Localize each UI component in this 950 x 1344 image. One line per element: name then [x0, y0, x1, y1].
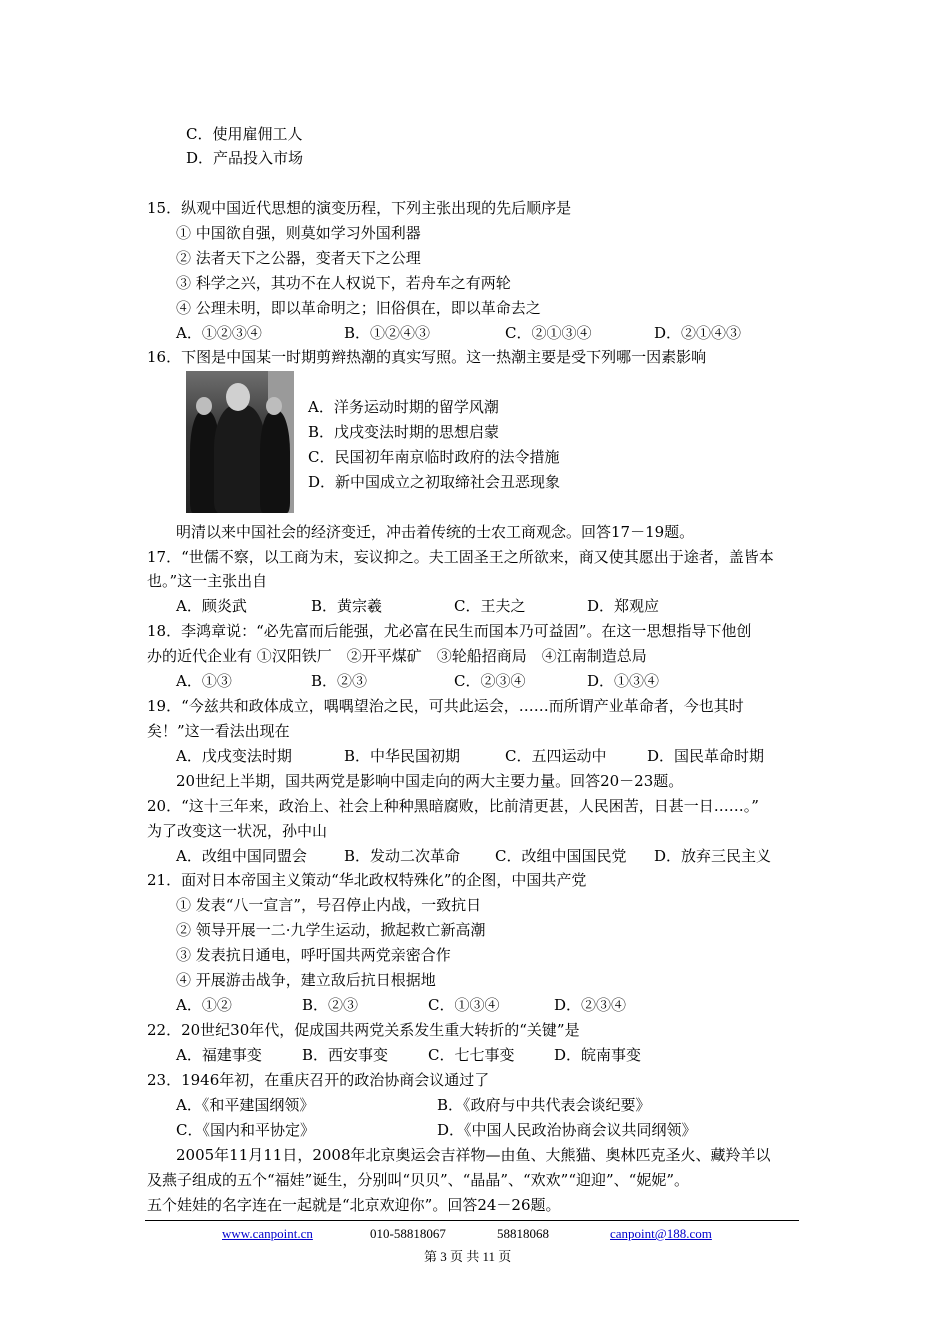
page-number: 第 3 页 共 11 页: [424, 1249, 512, 1264]
text-line: 明清以来中国社会的经济变迁，冲击着传统的士农工商观念。回答17－19题。: [176, 523, 695, 541]
text-line: ② 领导开展一二·九学生运动，掀起救亡新高潮: [176, 921, 486, 939]
answer-option: A．《和平建国纲领》: [176, 1096, 315, 1114]
answer-option: D．①③④: [587, 672, 660, 690]
text-line: 23．1946年初，在重庆召开的政治协商会议通过了: [147, 1071, 490, 1089]
answer-option: D．皖南事变: [554, 1046, 642, 1064]
text-line: 19．“今兹共和政体成立，喁喁望治之民，可共此运会，……而所谓产业革命者，今也其时: [147, 697, 744, 715]
text-line: 18．李鸿章说：“必先富而后能强，尤必富在民生而国本乃可益固”。在这一思想指导下他创: [147, 622, 752, 640]
answer-option: B．①②④③: [344, 324, 431, 342]
answer-option: C．五四运动中: [505, 747, 607, 765]
text-line: 也。”这一主张出自: [147, 572, 268, 590]
text-line: ③ 发表抗日通电，呼吁国共两党亲密合作: [176, 946, 451, 964]
answer-option: A．戊戌变法时期: [176, 747, 292, 765]
text-line: ② 法者天下之公器，变者天下之公理: [176, 249, 421, 267]
text-line: ④ 公理未明，即以革命明之；旧俗俱在，即以革命去之: [176, 299, 541, 317]
answer-option: B．西安事变: [302, 1046, 389, 1064]
text-line: 办的近代企业有 ①汉阳铁厂 ②开平煤矿 ③轮船招商局 ④江南制造总局: [147, 647, 647, 665]
answer-option: A．福建事变: [176, 1046, 262, 1064]
answer-option: A．①③: [176, 672, 232, 690]
answer-option: A．改组中国同盟会: [176, 847, 307, 865]
answer-option: D．②①④③: [654, 324, 742, 342]
queue-cutting-photo: [186, 371, 294, 513]
text-line: 21．面对日本帝国主义策动“华北政权特殊化”的企图，中国共产党: [147, 871, 587, 889]
answer-option: B．黄宗羲: [311, 597, 383, 615]
text-line: ① 发表“八一宣言”，号召停止内战，一致抗日: [176, 896, 482, 914]
answer-option: C．七七事变: [428, 1046, 515, 1064]
text-line: ③ 科学之兴，其功不在人权说下，若舟车之有两轮: [176, 274, 511, 292]
answer-option: A．顾炎武: [176, 597, 247, 615]
answer-option: B．②③: [302, 996, 359, 1014]
text-line: 及燕子组成的五个“福娃”诞生，分别叫“贝贝”、“晶晶”、“欢欢”“迎迎”、“妮妮”。: [147, 1171, 690, 1189]
text-line: A．洋务运动时期的留学风潮: [308, 398, 499, 416]
answer-option: C．②①③④: [505, 324, 592, 342]
answer-option: B．中华民国初期: [344, 747, 461, 765]
text-line: 2005年11月11日，2008年北京奥运会吉祥物—由鱼、大熊猫、奥林匹克圣火、藏羚羊以: [176, 1146, 771, 1164]
text-line: C．使用雇佣工人: [186, 125, 303, 143]
answer-option: A．①②③④: [176, 324, 262, 342]
answer-option: A．①②: [176, 996, 232, 1014]
answer-option: B．②③: [311, 672, 368, 690]
answer-option: D．《中国人民政治协商会议共同纲领》: [437, 1121, 697, 1139]
text-line: 五个娃娃的名字连在一起就是“北京欢迎你”。回答24－26题。: [147, 1196, 561, 1214]
text-line: 22．20世纪30年代，促成国共两党关系发生重大转折的“关键”是: [147, 1021, 580, 1039]
text-line: D．新中国成立之初取缔社会丑恶现象: [308, 473, 561, 491]
text-line: 矣！”这一看法出现在: [147, 722, 290, 740]
answer-option: C．《国内和平协定》: [176, 1121, 315, 1139]
answer-option: C．①③④: [428, 996, 500, 1014]
text-line: ① 中国欲自强，则莫如学习外国利器: [176, 224, 421, 242]
answer-option: D．郑观应: [587, 597, 660, 615]
website-link[interactable]: www.canpoint.cn: [222, 1226, 313, 1241]
footer-rule: [145, 1220, 799, 1221]
answer-option: B．《政府与中共代表会谈纪要》: [437, 1096, 651, 1114]
answer-option: C．改组中国国民党: [495, 847, 627, 865]
phone-number-1: 010-58818067: [370, 1226, 446, 1241]
text-line: 15．纵观中国近代思想的演变历程，下列主张出现的先后顺序是: [147, 199, 572, 217]
text-line: C．民国初年南京临时政府的法令措施: [308, 448, 560, 466]
text-line: 17．“世儒不察，以工商为末，妄议抑之。夫工固圣王之所欲来，商又使其愿出于途者，盖皆本: [147, 548, 774, 566]
text-line: 16．下图是中国某一时期剪辫热潮的真实写照。这一热潮主要是受下列哪一因素影响: [147, 348, 707, 366]
text-line: 20世纪上半期，国共两党是影响中国走向的两大主要力量。回答20－23题。: [176, 772, 684, 790]
answer-option: C．王夫之: [454, 597, 526, 615]
text-line: ④ 开展游击战争，建立敌后抗日根据地: [176, 971, 436, 989]
text-line: B．戊戌变法时期的思想启蒙: [308, 423, 500, 441]
text-line: D．产品投入市场: [186, 149, 304, 167]
text-line: 为了改变这一状况，孙中山: [147, 822, 328, 840]
answer-option: B．发动二次革命: [344, 847, 461, 865]
text-line: 20．“这十三年来，政治上、社会上种种黑暗腐败，比前清更甚，人民困苦，日甚一日……。”: [147, 797, 759, 815]
answer-option: C．②③④: [454, 672, 526, 690]
answer-option: D．国民革命时期: [647, 747, 765, 765]
answer-option: D．②③④: [554, 996, 627, 1014]
phone-number-2: 58818068: [497, 1226, 549, 1241]
answer-option: D．放弃三民主义: [654, 847, 772, 865]
email-link[interactable]: canpoint@188.com: [610, 1226, 712, 1241]
